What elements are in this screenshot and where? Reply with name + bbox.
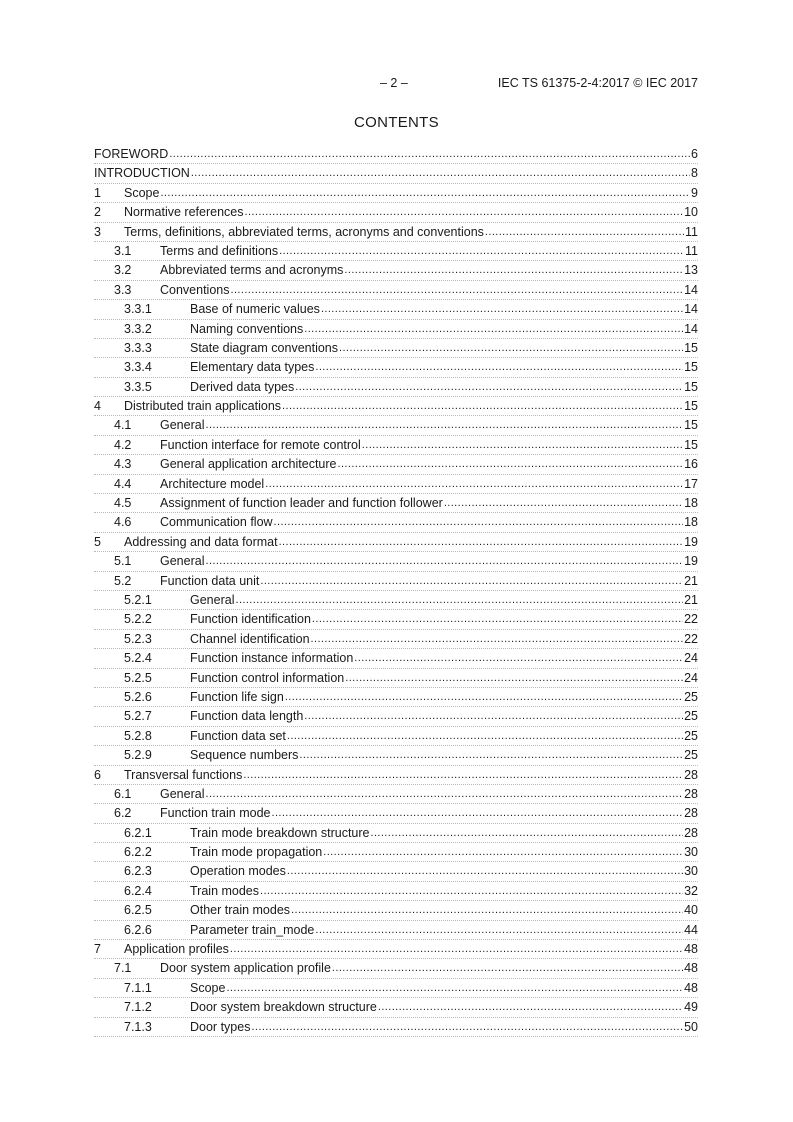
toc-entry[interactable] bbox=[94, 766, 698, 785]
toc-entry[interactable] bbox=[94, 203, 698, 222]
toc-entry-number: 3.3.3 bbox=[124, 340, 152, 355]
dot-leader bbox=[378, 997, 683, 1017]
toc-entry-title: Terms and definitions bbox=[160, 243, 279, 258]
toc-entry-title: Distributed train applications bbox=[124, 399, 282, 414]
dot-leader bbox=[321, 299, 683, 319]
toc-entry-number: 6.2.2 bbox=[124, 845, 152, 860]
toc-entry-number: 3.3.2 bbox=[124, 321, 152, 336]
toc-entry-title: General bbox=[190, 592, 235, 607]
toc-entry[interactable] bbox=[94, 746, 698, 765]
toc-entry-number: 3.3.5 bbox=[124, 379, 152, 394]
toc-entry-title: Function data unit bbox=[160, 573, 260, 588]
dot-leader bbox=[362, 435, 683, 455]
toc-entry-number: 3 bbox=[94, 224, 101, 239]
dot-leader bbox=[304, 319, 683, 339]
toc-entry-number: 4.1 bbox=[114, 418, 132, 433]
toc-entry-page: 30 bbox=[684, 864, 698, 879]
toc-entry-page: 28 bbox=[684, 806, 698, 821]
toc-entry-page: 14 bbox=[684, 282, 698, 297]
toc-entry-page: 19 bbox=[684, 554, 698, 569]
toc-entry-title: Function control information bbox=[190, 670, 345, 685]
toc-entry-number: 6.2.4 bbox=[124, 883, 152, 898]
toc-entry-page: 25 bbox=[684, 728, 698, 743]
dot-leader bbox=[291, 900, 683, 920]
dot-leader bbox=[251, 1017, 683, 1037]
toc-entry-page: 10 bbox=[684, 205, 698, 220]
toc-entry-number: 3.1 bbox=[114, 243, 132, 258]
dot-leader bbox=[191, 163, 690, 183]
toc-entry-number: 5.2.9 bbox=[124, 748, 152, 763]
dot-leader bbox=[304, 706, 683, 726]
toc-entry[interactable] bbox=[94, 184, 698, 203]
toc-entry-title: Application profiles bbox=[124, 942, 229, 957]
toc-entry[interactable] bbox=[94, 1018, 698, 1037]
toc-entry[interactable] bbox=[94, 145, 698, 164]
toc-entry-title: Function identification bbox=[190, 612, 311, 627]
toc-entry-title: General bbox=[160, 786, 205, 801]
dot-leader bbox=[344, 260, 683, 280]
toc-entry-title: Base of numeric values bbox=[190, 302, 320, 317]
toc-entry-number: 6.1 bbox=[114, 786, 132, 801]
toc-entry-title: Function life sign bbox=[190, 689, 284, 704]
toc-entry[interactable] bbox=[94, 494, 698, 513]
toc-entry-page: 44 bbox=[684, 922, 698, 937]
toc-entry-page: 50 bbox=[684, 1019, 698, 1034]
toc-entry-page: 15 bbox=[684, 437, 698, 452]
dot-leader bbox=[311, 629, 684, 649]
toc-entry-number: 3.3.4 bbox=[124, 360, 152, 375]
toc-entry-page: 17 bbox=[684, 476, 698, 491]
toc-entry-title: Function train mode bbox=[160, 806, 271, 821]
toc-entry-number: 7.1.3 bbox=[124, 1019, 152, 1034]
toc-entry-title: General bbox=[160, 554, 205, 569]
toc-entry[interactable] bbox=[94, 630, 698, 649]
toc-entry-number: 7.1.2 bbox=[124, 1000, 152, 1015]
dot-leader bbox=[265, 474, 683, 494]
toc-entry-page: 22 bbox=[684, 631, 698, 646]
toc-entry-title: Abbreviated terms and acronyms bbox=[160, 263, 344, 278]
toc-entry-title: FOREWORD bbox=[94, 147, 169, 161]
toc-entry[interactable] bbox=[94, 378, 698, 397]
toc-entry-page: 40 bbox=[684, 903, 698, 918]
dot-leader bbox=[285, 687, 683, 707]
toc-entry[interactable] bbox=[94, 940, 698, 959]
toc-entry-number: 5.2.4 bbox=[124, 651, 152, 666]
toc-entry-number: 7.1.1 bbox=[124, 980, 152, 995]
dot-leader bbox=[260, 881, 683, 901]
toc-entry-number: 6.2.1 bbox=[124, 825, 152, 840]
toc-entry-page: 28 bbox=[684, 786, 698, 801]
toc-entry[interactable] bbox=[94, 397, 698, 416]
toc-entry[interactable] bbox=[94, 804, 698, 823]
dot-leader bbox=[271, 803, 683, 823]
toc-entry-page: 14 bbox=[684, 321, 698, 336]
toc-entry-page: 16 bbox=[684, 457, 698, 472]
toc-entry[interactable] bbox=[94, 959, 698, 978]
dot-leader bbox=[205, 551, 683, 571]
toc-entry-number: 5.2.7 bbox=[124, 709, 152, 724]
toc-entry-number: 3.2 bbox=[114, 263, 132, 278]
toc-entry-number: 4.2 bbox=[114, 437, 132, 452]
toc-entry-title: Scope bbox=[124, 185, 160, 200]
toc-entry[interactable] bbox=[94, 649, 698, 668]
toc-entry[interactable] bbox=[94, 785, 698, 804]
dot-leader bbox=[230, 939, 683, 959]
toc-entry[interactable] bbox=[94, 223, 698, 242]
toc-entry-title: Train mode propagation bbox=[190, 845, 323, 860]
toc-entry-number: 6.2.5 bbox=[124, 903, 152, 918]
toc-entry-number: 5 bbox=[94, 534, 101, 549]
toc-entry[interactable] bbox=[94, 455, 698, 474]
dot-leader bbox=[345, 668, 683, 688]
toc-entry[interactable] bbox=[94, 416, 698, 435]
toc-entry-page: 9 bbox=[691, 185, 698, 200]
toc-entry-number: 2 bbox=[94, 205, 101, 220]
toc-entry-page: 22 bbox=[684, 612, 698, 627]
toc-entry-number: 5.1 bbox=[114, 554, 132, 569]
dot-leader bbox=[332, 958, 683, 978]
toc-entry[interactable] bbox=[94, 513, 698, 532]
toc-entry-title: Addressing and data format bbox=[124, 534, 278, 549]
toc-entry[interactable] bbox=[94, 281, 698, 300]
dot-leader bbox=[205, 415, 683, 435]
dot-leader bbox=[287, 861, 683, 881]
toc-entry-title: Train modes bbox=[190, 883, 260, 898]
toc-entry-page: 32 bbox=[684, 883, 698, 898]
dot-leader bbox=[279, 241, 684, 261]
toc-entry-page: 11 bbox=[685, 224, 698, 239]
dot-leader bbox=[354, 648, 683, 668]
toc-entry-page: 15 bbox=[684, 379, 698, 394]
toc-entry-number: 6.2.3 bbox=[124, 864, 152, 879]
toc-entry-page: 24 bbox=[684, 670, 698, 685]
toc-entry-page: 25 bbox=[684, 709, 698, 724]
toc-entry-title: Architecture model bbox=[160, 476, 265, 491]
toc-entry-page: 30 bbox=[684, 845, 698, 860]
dot-leader bbox=[260, 571, 683, 591]
toc-entry-page: 18 bbox=[684, 496, 698, 511]
toc-entry[interactable] bbox=[94, 475, 698, 494]
toc-entry-title: Function interface for remote control bbox=[160, 437, 361, 452]
toc-entry-page: 21 bbox=[684, 573, 698, 588]
document-reference: IEC TS 61375-2-4:2017 © IEC 2017 bbox=[497, 76, 698, 90]
toc-entry[interactable] bbox=[94, 921, 698, 940]
toc-entry[interactable] bbox=[94, 901, 698, 920]
toc-entry-title: Conventions bbox=[160, 282, 230, 297]
toc-entry[interactable] bbox=[94, 882, 698, 901]
toc-entry-number: 5.2 bbox=[114, 573, 132, 588]
toc-entry-page: 48 bbox=[684, 942, 698, 957]
toc-entry[interactable] bbox=[94, 552, 698, 571]
dot-leader bbox=[279, 532, 684, 552]
page-number: – 2 – bbox=[380, 76, 408, 90]
toc-entry-page: 21 bbox=[684, 592, 698, 607]
toc-entry-title: Transversal functions bbox=[124, 767, 243, 782]
toc-entry[interactable] bbox=[94, 164, 698, 183]
toc-entry-number: 5.2.1 bbox=[124, 592, 152, 607]
toc-entry-number: 7.1 bbox=[114, 961, 132, 976]
toc-entry-page: 15 bbox=[684, 418, 698, 433]
dot-leader bbox=[226, 978, 683, 998]
page-title: CONTENTS bbox=[354, 114, 439, 131]
dot-leader bbox=[243, 765, 683, 785]
toc-entry[interactable] bbox=[94, 261, 698, 280]
toc-entry-title: INTRODUCTION bbox=[94, 166, 190, 181]
dot-leader bbox=[315, 357, 683, 377]
toc-entry-number: 5.2.3 bbox=[124, 631, 152, 646]
toc-entry[interactable] bbox=[94, 436, 698, 455]
dot-leader bbox=[235, 590, 683, 610]
toc-entry-number: 4.6 bbox=[114, 515, 132, 530]
toc-entry-title: Channel identification bbox=[190, 631, 310, 646]
table-of-contents bbox=[94, 145, 698, 1037]
toc-entry-title: Door types bbox=[190, 1019, 251, 1034]
toc-entry-number: 3.3 bbox=[114, 282, 132, 297]
toc-entry[interactable] bbox=[94, 688, 698, 707]
toc-entry-number: 4.5 bbox=[114, 496, 132, 511]
toc-entry[interactable] bbox=[94, 533, 698, 552]
toc-entry-number: 5.2.6 bbox=[124, 689, 152, 704]
toc-entry-number: 6 bbox=[94, 767, 101, 782]
dot-leader bbox=[444, 493, 683, 513]
toc-entry-number: 5.2.2 bbox=[124, 612, 152, 627]
toc-entry-title: Operation modes bbox=[190, 864, 286, 879]
row-separator bbox=[94, 1035, 698, 1037]
toc-entry-number: 4.4 bbox=[114, 476, 132, 491]
dot-leader bbox=[160, 183, 690, 203]
toc-entry-title: Function data set bbox=[190, 728, 286, 743]
toc-entry-title: Other train modes bbox=[190, 903, 291, 918]
toc-entry[interactable] bbox=[94, 358, 698, 377]
dot-leader bbox=[245, 202, 684, 222]
toc-entry-page: 19 bbox=[684, 534, 698, 549]
dot-leader bbox=[205, 784, 683, 804]
toc-entry-page: 11 bbox=[685, 243, 698, 258]
toc-entry[interactable] bbox=[94, 979, 698, 998]
dot-leader bbox=[312, 609, 683, 629]
toc-entry-number: 7 bbox=[94, 942, 101, 957]
toc-entry[interactable] bbox=[94, 572, 698, 591]
toc-entry[interactable] bbox=[94, 843, 698, 862]
toc-entry-page: 15 bbox=[684, 340, 698, 355]
toc-entry[interactable] bbox=[94, 727, 698, 746]
page-header bbox=[94, 76, 698, 92]
toc-entry-page: 18 bbox=[684, 515, 698, 530]
toc-entry[interactable] bbox=[94, 591, 698, 610]
toc-entry[interactable] bbox=[94, 862, 698, 881]
toc-entry[interactable] bbox=[94, 707, 698, 726]
toc-entry-page: 25 bbox=[684, 689, 698, 704]
toc-entry-page: 25 bbox=[684, 748, 698, 763]
dot-leader bbox=[295, 377, 683, 397]
toc-entry-title: Elementary data types bbox=[190, 360, 315, 375]
toc-entry[interactable] bbox=[94, 320, 698, 339]
toc-entry-title: Door system breakdown structure bbox=[190, 1000, 377, 1015]
dot-leader bbox=[299, 745, 683, 765]
dot-leader bbox=[169, 144, 690, 164]
toc-entry-title: Normative references bbox=[124, 205, 244, 220]
dot-leader bbox=[231, 280, 684, 300]
toc-entry-page: 6 bbox=[691, 147, 698, 161]
toc-entry-number: 6.2.6 bbox=[124, 922, 152, 937]
toc-entry[interactable] bbox=[94, 669, 698, 688]
toc-entry[interactable] bbox=[94, 339, 698, 358]
toc-entry-number: 5.2.5 bbox=[124, 670, 152, 685]
toc-entry-title: Train mode breakdown structure bbox=[190, 825, 370, 840]
toc-entry-title: Sequence numbers bbox=[190, 748, 299, 763]
dot-leader bbox=[287, 726, 683, 746]
toc-entry-title: Assignment of function leader and function follower bbox=[160, 496, 443, 511]
toc-entry-title: Scope bbox=[190, 980, 226, 995]
toc-entry-number: 3.3.1 bbox=[124, 302, 152, 317]
toc-entry-title: Door system application profile bbox=[160, 961, 331, 976]
toc-entry-page: 15 bbox=[684, 399, 698, 414]
toc-entry[interactable] bbox=[94, 300, 698, 319]
dot-leader bbox=[339, 338, 683, 358]
toc-entry-number: 5.2.8 bbox=[124, 728, 152, 743]
toc-entry-page: 13 bbox=[684, 263, 698, 278]
toc-entry[interactable] bbox=[94, 610, 698, 629]
toc-entry-title: Terms, definitions, abbreviated terms, acronyms and conventions bbox=[124, 224, 484, 239]
dot-leader bbox=[282, 396, 683, 416]
toc-entry-title: Function data length bbox=[190, 709, 304, 724]
toc-entry-title: General application architecture bbox=[160, 457, 337, 472]
toc-entry-title: Derived data types bbox=[190, 379, 295, 394]
toc-entry[interactable] bbox=[94, 242, 698, 261]
toc-entry-page: 8 bbox=[691, 166, 698, 181]
toc-entry-number: 6.2 bbox=[114, 806, 132, 821]
dot-leader bbox=[485, 222, 684, 242]
toc-entry-page: 24 bbox=[684, 651, 698, 666]
dot-leader bbox=[274, 512, 684, 532]
toc-entry-page: 28 bbox=[684, 825, 698, 840]
dot-leader bbox=[338, 454, 684, 474]
toc-entry-title: State diagram conventions bbox=[190, 340, 339, 355]
toc-entry-title: Parameter train_mode bbox=[190, 922, 315, 937]
toc-entry-number: 4.3 bbox=[114, 457, 132, 472]
toc-entry-title: Communication flow bbox=[160, 515, 273, 530]
toc-entry-page: 14 bbox=[684, 302, 698, 317]
dot-leader bbox=[370, 823, 683, 843]
dot-leader bbox=[315, 920, 683, 940]
toc-entry-page: 15 bbox=[684, 360, 698, 375]
toc-entry-number: 4 bbox=[94, 399, 101, 414]
toc-entry-title: Naming conventions bbox=[190, 321, 304, 336]
toc-entry-page: 28 bbox=[684, 767, 698, 782]
toc-entry-page: 48 bbox=[684, 961, 698, 976]
dot-leader bbox=[323, 842, 683, 862]
toc-entry-title: General bbox=[160, 418, 205, 433]
toc-entry-page: 48 bbox=[684, 980, 698, 995]
toc-entry-page: 49 bbox=[684, 1000, 698, 1015]
toc-entry[interactable] bbox=[94, 998, 698, 1017]
toc-entry[interactable] bbox=[94, 824, 698, 843]
toc-entry-title: Function instance information bbox=[190, 651, 354, 666]
toc-entry-number: 1 bbox=[94, 185, 101, 200]
